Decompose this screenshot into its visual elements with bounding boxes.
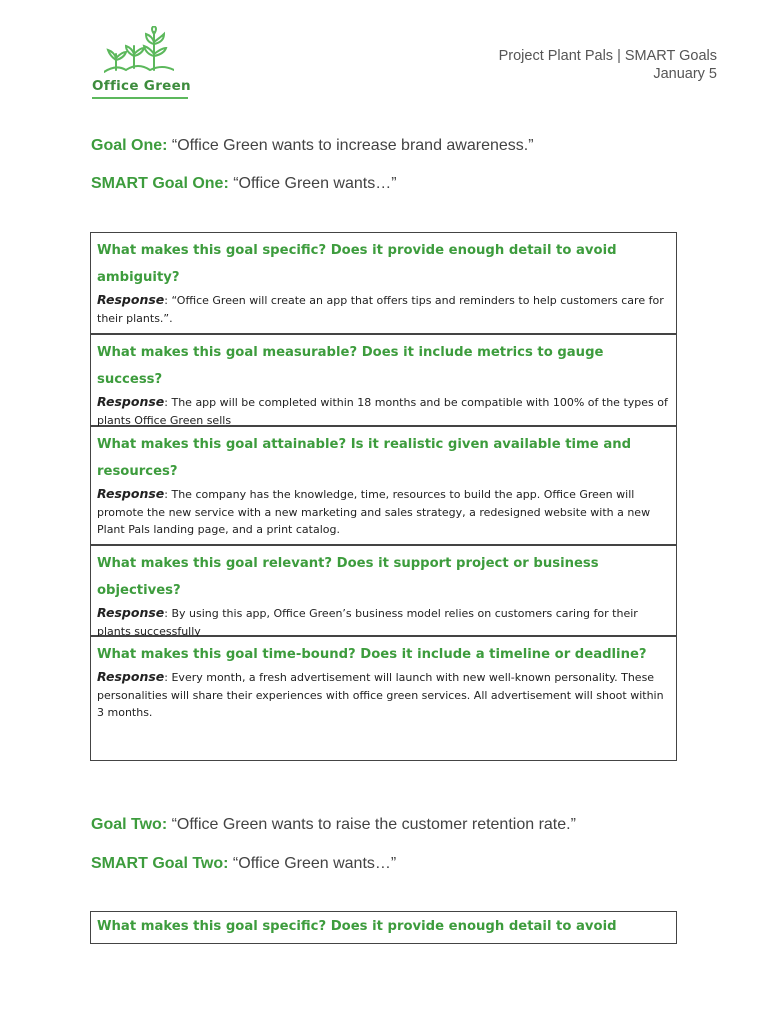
goal-two-specific-box: [90, 911, 677, 944]
goal-one-line: [91, 137, 534, 155]
response-label: Response: [97, 605, 165, 620]
document-date: January 5: [653, 66, 717, 82]
logo-underline: [92, 97, 188, 99]
relevant-response: [97, 604, 670, 640]
measurable-response: [97, 393, 670, 429]
goal-two-specific-question: What makes this goal specific? Does it provide enough detail to avoid: [97, 919, 617, 934]
smart-goal-two-text: “Office Green wants…”: [228, 855, 397, 872]
goal-one-label: Goal One:: [91, 137, 168, 154]
goal-two-line: [91, 816, 576, 834]
office-green-logo: [90, 26, 190, 102]
goal-two-text: “Office Green wants to raise the customer retention rate.”: [167, 816, 576, 833]
smart-goal-two-line: [91, 855, 396, 873]
response-label: Response: [97, 486, 165, 501]
attainable-response: [97, 485, 670, 539]
project-title: Project Plant Pals | SMART Goals: [498, 48, 717, 64]
relevant-question: What makes this goal relevant? Does it support project or business objectives?: [97, 556, 599, 598]
smart-goal-one-text: “Office Green wants…”: [228, 175, 397, 192]
time-bound-box: [90, 636, 677, 761]
specific-response: [97, 291, 670, 327]
response-label: Response: [97, 292, 165, 307]
response-text: : “Office Green will create an app that offers tips and reminders to help customers care for their plants.”.: [97, 294, 664, 325]
goal-two-label: Goal Two:: [91, 816, 168, 833]
specific-question: What makes this goal specific? Does it provide enough detail to avoid ambiguity?: [97, 243, 617, 285]
time-bound-response: [97, 668, 670, 722]
smart-goal-one-label: SMART Goal One:: [91, 175, 229, 192]
attainable-question: What makes this goal attainable? Is it realistic given available time and resources?: [97, 437, 632, 479]
measurable-box: [90, 334, 677, 426]
response-label: Response: [97, 669, 165, 684]
smart-goal-one-line: [91, 175, 397, 193]
document-header: [499, 47, 717, 83]
specific-box: [90, 232, 677, 334]
response-text: : Every month, a fresh advertisement will launch with new well-known personality. These personalities will share their experiences with office green services. All advertisement will shoot within 3 months.: [97, 671, 664, 719]
attainable-box: [90, 426, 677, 545]
response-text: : The company has the knowledge, time, resources to build the app. Office Green will promote the new service with a new marketing and sales strategy, a redesigned website with a new Plant Pals landing page, and a print catalog.: [97, 488, 651, 536]
response-text: : The app will be completed within 18 months and be compatible with 100% of the types of plants Office Green sells: [97, 396, 668, 427]
measurable-question: What makes this goal measurable? Does it include metrics to gauge success?: [97, 345, 604, 387]
response-text: : By using this app, Office Green’s business model relies on customers caring for their plants successfully: [97, 607, 638, 638]
time-bound-question: What makes this goal time-bound? Does it include a timeline or deadline?: [97, 647, 647, 662]
smart-goal-two-label: SMART Goal Two:: [91, 855, 229, 872]
plant-sprouts-icon: [104, 26, 174, 76]
response-label: Response: [97, 394, 165, 409]
relevant-box: [90, 545, 677, 636]
goal-one-text: “Office Green wants to increase brand awareness.”: [167, 137, 534, 154]
logo-wordmark: Office Green: [92, 78, 191, 94]
